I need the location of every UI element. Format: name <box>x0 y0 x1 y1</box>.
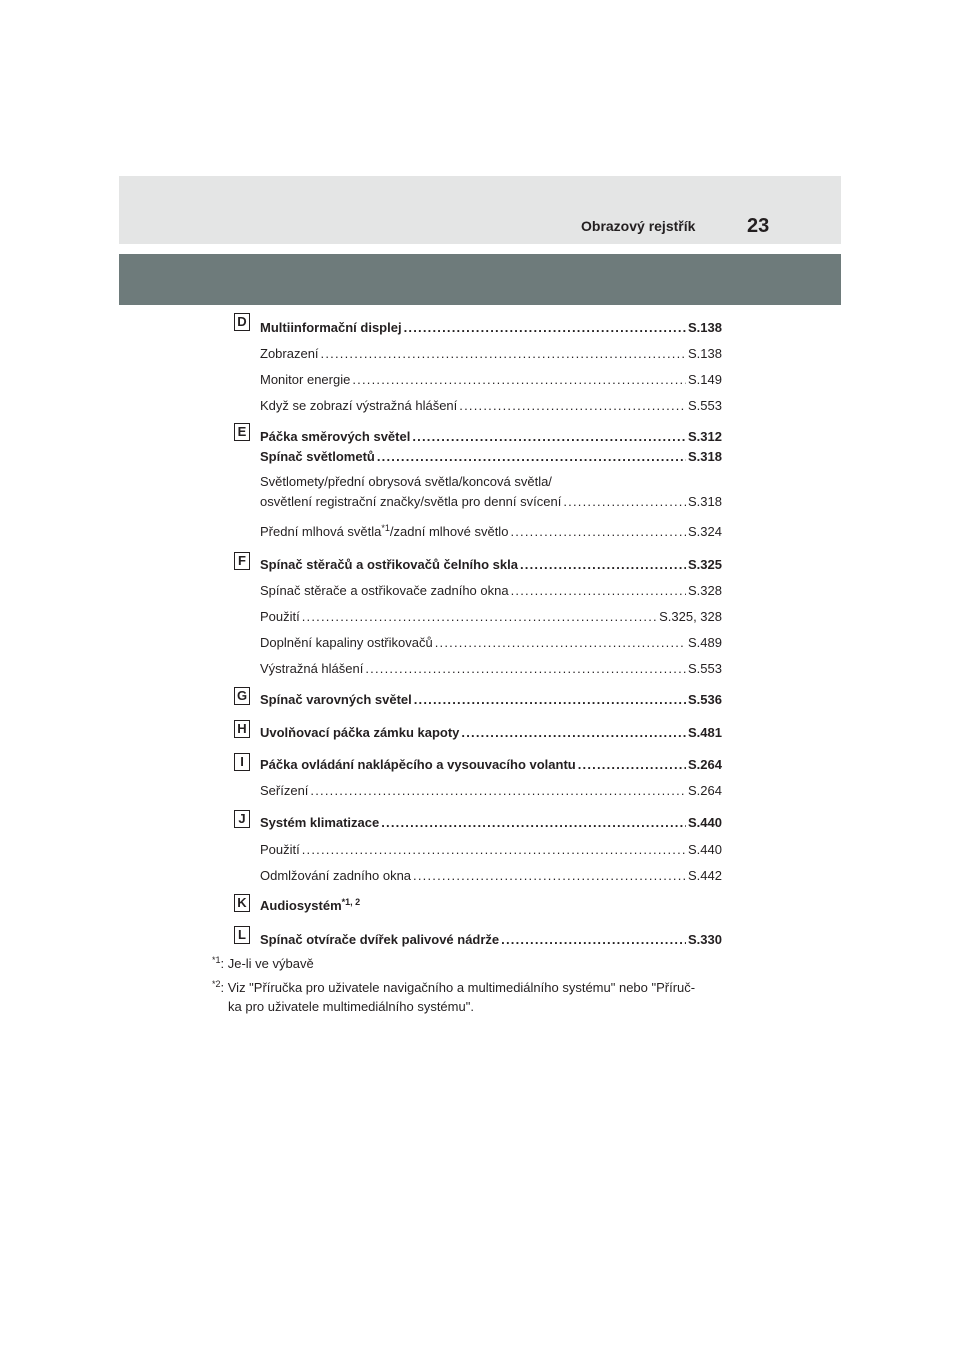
entry-page: S.138 <box>688 346 722 361</box>
leader-dots <box>404 320 686 336</box>
index-entry-wiper-usage[interactable] <box>260 607 722 625</box>
leader-dots <box>352 372 686 388</box>
index-entry-air-conditioning[interactable] <box>260 813 722 831</box>
entry-page: S.440 <box>688 842 722 857</box>
entry-page: S.264 <box>688 757 722 772</box>
entry-page: S.536 <box>688 692 722 707</box>
entry-label: Spínač stěračů a ostřikovačů čelního skla <box>260 557 518 572</box>
entry-page: S.318 <box>688 494 722 509</box>
section-badge-g: G <box>234 687 250 705</box>
entry-page: S.481 <box>688 725 722 740</box>
leader-dots <box>377 449 686 465</box>
entry-page: S.264 <box>688 783 722 798</box>
leader-dots <box>412 429 686 445</box>
index-entry-lights[interactable] <box>260 492 722 510</box>
entry-page: S.553 <box>688 661 722 676</box>
leader-dots <box>435 635 686 651</box>
leader-dots <box>365 661 686 677</box>
entry-page: S.328 <box>688 583 722 598</box>
leader-dots <box>459 398 686 414</box>
index-entry-hood-release[interactable] <box>260 723 722 741</box>
index-entry-warning-messages[interactable] <box>260 396 722 414</box>
footnote-2-continuation: ka pro uživatele multimediálního systému". <box>228 999 474 1014</box>
entry-page: S.324 <box>688 524 722 539</box>
entry-label <box>260 524 508 540</box>
entry-label: Když se zobrazí výstražná hlášení <box>260 398 458 413</box>
index-entry-display[interactable] <box>260 344 722 362</box>
entry-label: Seřízení <box>260 783 309 798</box>
entry-page: S.442 <box>688 868 722 883</box>
entry-page: S.318 <box>688 449 722 464</box>
index-entry-turn-signal-lever[interactable] <box>260 427 722 445</box>
leader-dots <box>501 932 686 948</box>
section-badge-l: L <box>234 926 250 944</box>
index-entry-adjustment[interactable] <box>260 781 722 799</box>
leader-dots <box>302 842 686 858</box>
page-number: 23 <box>747 215 770 237</box>
entry-label: Použití <box>260 842 300 857</box>
leader-dots <box>520 557 686 573</box>
section-badge-h: H <box>234 720 250 738</box>
leader-dots <box>510 524 686 540</box>
entry-label: Uvolňovací páčka zámku kapoty <box>260 725 460 740</box>
entry-page: S.312 <box>688 429 722 444</box>
leader-dots <box>381 815 686 831</box>
index-entry-rear-wiper-switch[interactable] <box>260 581 722 599</box>
entry-label: Spínač světlometů <box>260 449 375 464</box>
section-badge-k: K <box>234 894 250 912</box>
entry-label: Multiinformační displej <box>260 320 402 335</box>
entry-label: osvětlení registrační značky/světla pro denní svícení <box>260 494 562 509</box>
footnote-2 <box>212 980 695 996</box>
section-badge-d: D <box>234 313 250 331</box>
section-badge-j: J <box>234 810 250 828</box>
index-entry-fuel-door-switch[interactable] <box>260 930 722 948</box>
header-band <box>119 176 841 244</box>
section-band <box>119 254 841 305</box>
header-title: Obrazový rejstřík <box>581 218 696 234</box>
entry-page: S.138 <box>688 320 722 335</box>
entry-label-part-a: Přední mlhová světla <box>260 524 382 539</box>
entry-page: S.553 <box>688 398 722 413</box>
leader-dots <box>413 868 686 884</box>
index-entry-hazard-switch[interactable] <box>260 690 722 708</box>
entry-label: Výstražná hlášení <box>260 661 364 676</box>
index-entry-wiper-warnings[interactable] <box>260 659 722 677</box>
leader-dots <box>321 346 686 362</box>
entry-label: Spínač otvírače dvířek palivové nádrže <box>260 932 500 947</box>
index-entry-lights-line1: Světlomety/přední obrysová světla/koncová světla/ <box>260 474 552 489</box>
footnote-mark: *1, 2 <box>341 897 361 907</box>
index-entry-steering-lever[interactable] <box>260 755 722 773</box>
footnote-1-mark: *1 <box>212 955 221 965</box>
leader-dots <box>414 692 686 708</box>
footnote-1-text: : Je-li ve výbavě <box>220 956 314 971</box>
entry-label: Páčka směrových světel <box>260 429 411 444</box>
footnote-2-text: : Viz "Příručka pro uživatele navigačního a multimediálního systému" nebo "Příruč- <box>220 980 696 995</box>
footnote-mark: *1 <box>381 523 390 533</box>
footnote-1 <box>212 956 314 972</box>
footnote-2-mark: *2 <box>212 979 221 989</box>
entry-page: S.149 <box>688 372 722 387</box>
leader-dots <box>578 757 686 773</box>
leader-dots <box>310 783 686 799</box>
leader-dots <box>461 725 686 741</box>
entry-page: S.325 <box>688 557 722 572</box>
entry-label: Spínač stěrače a ostřikovače zadního okna <box>260 583 509 598</box>
entry-label: Odmlžování zadního okna <box>260 868 412 883</box>
index-entry-rear-defogger[interactable] <box>260 866 722 884</box>
entry-label-part-b: /zadní mlhové světlo <box>389 524 509 539</box>
entry-label: Doplnění kapaliny ostřikovačů <box>260 635 433 650</box>
entry-label: Použití <box>260 609 300 624</box>
entry-label: Systém klimatizace <box>260 815 380 830</box>
index-entry-multiinformation-display[interactable] <box>260 318 722 336</box>
entry-label: Audiosystém <box>260 898 342 913</box>
leader-dots <box>302 609 657 625</box>
index-entry-fog-lights[interactable] <box>260 522 722 540</box>
entry-page: S.489 <box>688 635 722 650</box>
entry-label: Zobrazení <box>260 346 319 361</box>
index-entry-windshield-wiper-switch[interactable] <box>260 555 722 573</box>
section-badge-e: E <box>234 423 250 441</box>
leader-dots <box>511 583 686 599</box>
index-entry-audio-system[interactable] <box>260 898 360 914</box>
section-badge-i: I <box>234 753 250 771</box>
index-entry-washer-fluid[interactable] <box>260 633 722 651</box>
index-entry-ac-usage[interactable] <box>260 840 722 858</box>
index-entry-energy-monitor[interactable] <box>260 370 722 388</box>
section-badge-f: F <box>234 552 250 570</box>
entry-page: S.325, 328 <box>659 609 722 624</box>
entry-label: Monitor energie <box>260 372 351 387</box>
entry-page: S.330 <box>688 932 722 947</box>
entry-label: Spínač varovných světel <box>260 692 412 707</box>
entry-label: Páčka ovládání naklápěcího a vysouvacího volantu <box>260 757 576 772</box>
entry-page: S.440 <box>688 815 722 830</box>
index-entry-headlight-switch[interactable] <box>260 447 722 465</box>
leader-dots <box>563 494 686 510</box>
